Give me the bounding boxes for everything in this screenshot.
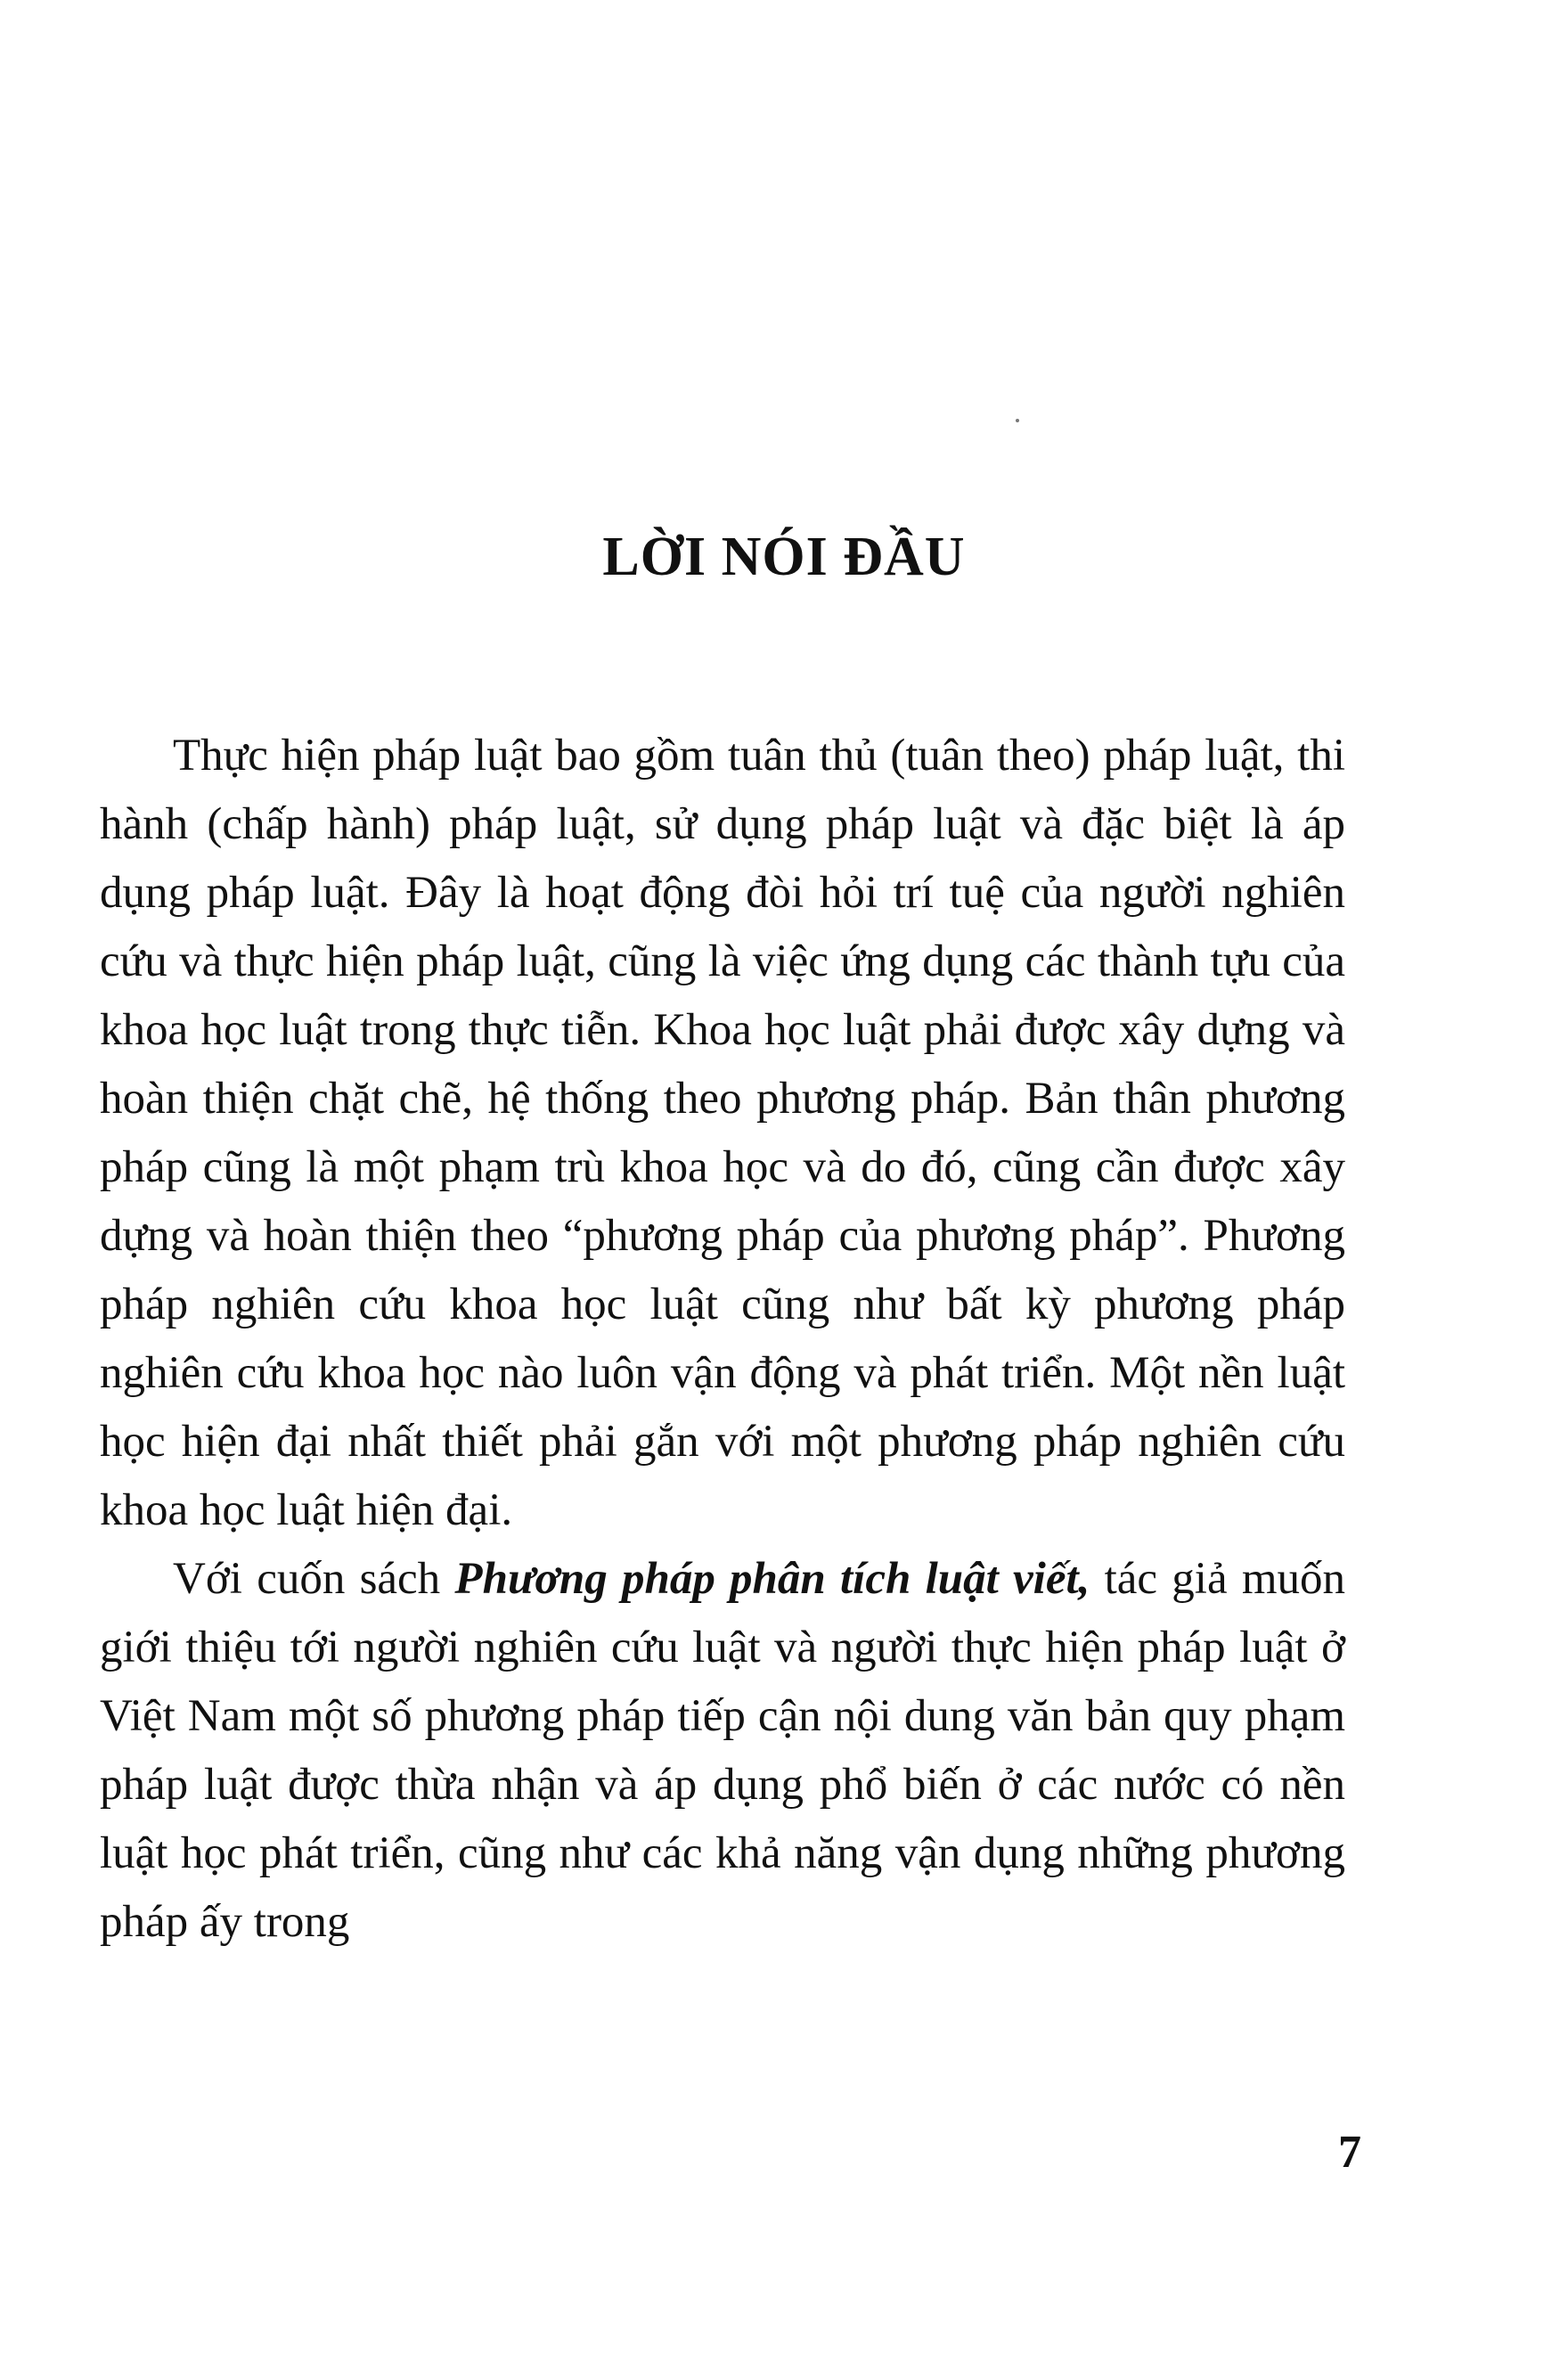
page-number: 7	[1338, 2127, 1361, 2178]
paragraph-2	[100, 1545, 1345, 1957]
paragraph-2-lead: Với cuốn sách	[173, 1554, 455, 1604]
body-text	[100, 722, 1345, 1957]
paragraph-2-rest: tác giả muốn giới thiệu tới người nghiên cứu luật và người thực hiện pháp luật ở Việt Nam một số phương pháp tiếp cận nội dung văn bản quy phạm pháp luật được thừa nhận và áp dụng phổ biến ở các nước có nền luật học phát triển, cũng như các khả năng vận dụng những phương pháp ấy trong	[100, 1554, 1345, 1947]
page-title: LỜI NÓI ĐẦU	[602, 527, 966, 587]
book-title: Phương pháp phân tích luật viết,	[454, 1554, 1090, 1604]
print-speck	[1016, 419, 1019, 422]
paragraph-1: Thực hiện pháp luật bao gồm tuân thủ (tuân theo) pháp luật, thi hành (chấp hành) pháp luật, sử dụng pháp luật và đặc biệt là áp dụng pháp luật. Đây là hoạt động đòi hỏi trí tuệ của người nghiên cứu và thực hiện pháp luật, cũng là việc ứng dụng các thành tựu của khoa học luật trong thực tiễn. Khoa học luật phải được xây dựng và hoàn thiện chặt chẽ, hệ thống theo phương pháp. Bản thân phương pháp cũng là một phạm trù khoa học và do đó, cũng cần được xây dựng và hoàn thiện theo “phương pháp của phương pháp”. Phương pháp nghiên cứu khoa học luật cũng như bất kỳ phương pháp nghiên cứu khoa học nào luôn vận động và phát triển. Một nền luật học hiện đại nhất thiết phải gắn với một phương pháp nghiên cứu khoa học luật hiện đại.	[100, 731, 1345, 1535]
